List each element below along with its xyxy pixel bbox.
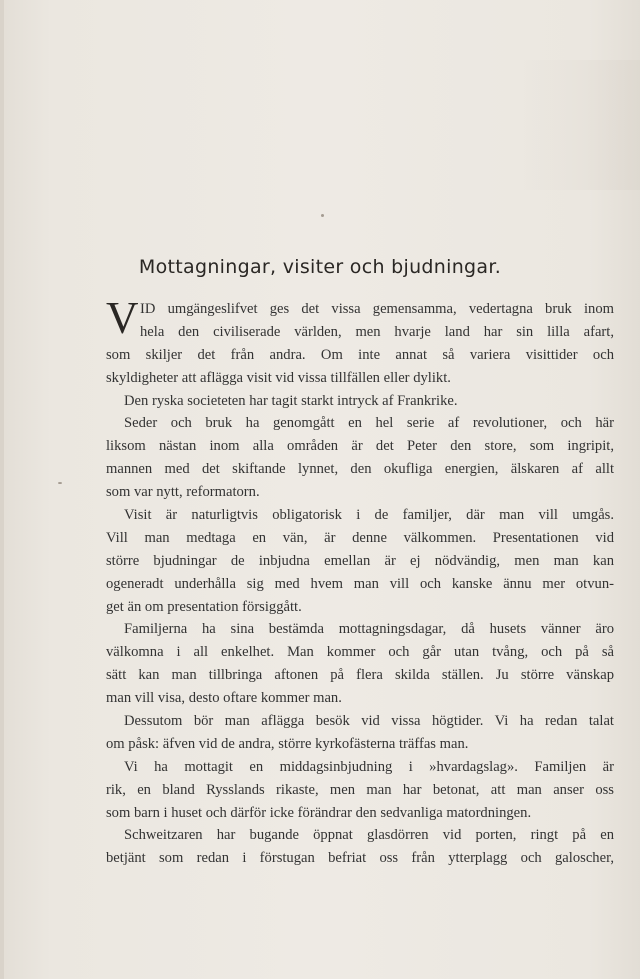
text-line: ID umgängeslifvet ges det vissa gemensamma, vedertagna bruk inom xyxy=(140,301,614,317)
text-line: om påsk: äfven vid de andra, större kyrkofästerna träffas man. xyxy=(106,735,469,752)
text-line: mannen med det skiftande lynnet, den okufliga energien, älskaren af allt xyxy=(106,461,614,478)
text-line: större bjudningar de inbjudna emellan är ej nödvändig, men man kan xyxy=(106,552,614,569)
text-line: som barn i huset och därför icke förändrar den sedvanliga matordningen. xyxy=(106,804,532,821)
text-line: som skiljer det från andra. Om inte annat så variera visittider och xyxy=(106,346,614,363)
text-line: Visit är naturligtvis obligatorisk i de familjer, där man vill umgås. xyxy=(124,507,614,524)
text-line: betjänt som redan i förstugan befriat oss från ytterplagg och galoscher, xyxy=(106,850,614,867)
text-line: Familjerna ha sina bestämda mottagningsdagar, då husets vänner äro xyxy=(124,621,614,638)
text-line: Den ryska societeten har tagit starkt intryck af Frankrike. xyxy=(124,392,458,409)
text-line: skyldigheter att aflägga visit vid vissa tillfällen eller dylikt. xyxy=(106,369,451,386)
text-line: sätt kan man tillbringa aftonen på flera skilda ställen. Ju större vänskap xyxy=(106,667,614,684)
text-line: välkomna i all enkelhet. Man kommer och går utan tvång, och på så xyxy=(106,644,614,661)
text-line: som var nytt, reformatorn. xyxy=(106,484,260,501)
text-line: Vill man medtaga en vän, är denne välkommen. Presentationen vid xyxy=(106,529,614,546)
text-line: Vi ha mottagit en middagsinbjudning i »hvardagslag». Familjen är xyxy=(124,758,614,775)
text-line: liksom nästan inom alla områden är det Peter den store, som ingripit, xyxy=(106,438,614,455)
text-line: get än om presentation försiggått. xyxy=(106,598,302,615)
text-line: man vill visa, desto oftare kommer man. xyxy=(106,690,342,707)
drop-cap: V xyxy=(106,293,139,343)
text-line: Dessutom bör man aflägga besök vid vissa högtider. Vi ha redan talat xyxy=(124,713,614,730)
show-through-area xyxy=(520,60,640,190)
text-line: ogeneradt underhålla sig med hvem man vill och kanske ännu mer otvun- xyxy=(106,575,614,592)
paper-speck xyxy=(321,214,324,217)
text-line: hela den civiliserade världen, men hvarje land har sin lilla afart, xyxy=(140,323,614,340)
text-line: rik, en bland Rysslands rikaste, men man har betonat, att man anser oss xyxy=(106,781,614,798)
chapter-title: Mottagningar, visiter och bjudningar. xyxy=(138,256,502,278)
text-line: Seder och bruk ha genomgått en hel serie af revolutioner, och här xyxy=(124,415,614,432)
body-text xyxy=(106,293,614,870)
paper-speck xyxy=(58,482,62,484)
text-line: Schweitzaren har bugande öppnat glasdörren vid porten, ringt på en xyxy=(124,827,614,844)
page-edge xyxy=(0,0,4,979)
